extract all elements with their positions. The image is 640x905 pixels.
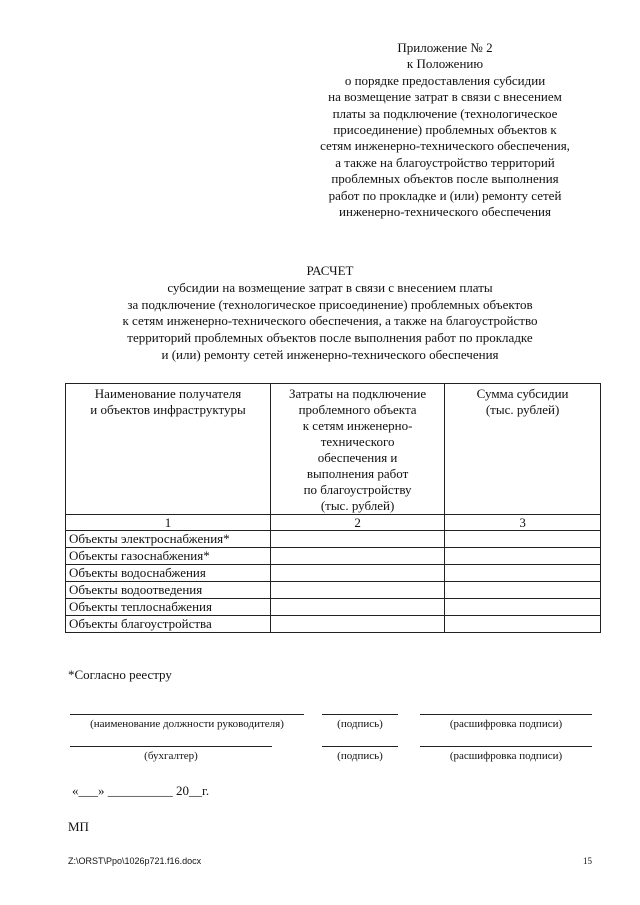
costs-cell	[270, 599, 444, 616]
table-row	[66, 599, 601, 616]
table-row	[66, 616, 601, 633]
appendix-line: проблемных объектов после выполнения	[331, 171, 559, 187]
title-line: к сетям инженерно-технического обеспечения, а также на благоустройство	[122, 313, 538, 329]
appendix-line: Приложение № 2	[397, 40, 493, 55]
header-line: выполнения работ	[306, 466, 409, 481]
position-caption: (наименование должности руководителя)	[90, 718, 284, 730]
appendix-line: присоединение) проблемных объектов к	[333, 122, 557, 138]
costs-cell	[270, 582, 444, 599]
title-line: территорий проблемных объектов после выполнения работ по прокладке	[127, 330, 533, 346]
appendix-line: а также на благоустройство территорий	[335, 154, 555, 170]
document-title-block	[60, 263, 600, 364]
header-line: обеспечения и	[317, 450, 398, 465]
costs-cell	[270, 531, 444, 548]
position-signature-line	[70, 714, 304, 715]
object-name-cell: Объекты благоустройства	[66, 616, 271, 633]
date-line: «___» __________ 20__г.	[72, 783, 210, 798]
appendix-line: к Положению	[406, 56, 484, 72]
column-number: 2	[270, 515, 444, 531]
signature-decoding-line	[420, 746, 592, 747]
column-number-row	[66, 515, 601, 531]
subsidy-cell	[445, 548, 601, 565]
object-name-cell: Объекты электроснабжения*	[66, 531, 271, 548]
header-line: (тыс. рублей)	[485, 402, 560, 417]
appendix-line: на возмещение затрат в связи с внесением	[328, 89, 562, 105]
signature-caption: (подпись)	[337, 750, 383, 762]
appendix-line: сетям инженерно-технического обеспечения,	[320, 138, 570, 154]
header-subsidy-sum	[445, 384, 601, 515]
object-name-cell: Объекты водоснабжения	[66, 565, 271, 582]
stamp-placeholder: МП	[68, 819, 89, 834]
subsidy-cell	[445, 531, 601, 548]
appendix-line: инженерно-технического обеспечения	[339, 204, 551, 220]
subsidy-cell	[445, 582, 601, 599]
header-costs	[270, 384, 444, 515]
object-name-cell: Объекты водоотведения	[66, 582, 271, 599]
header-line: технического	[320, 434, 395, 449]
page-number: 15	[583, 856, 592, 866]
header-recipient	[66, 384, 271, 515]
costs-cell	[270, 616, 444, 633]
accountant-caption: (бухгалтер)	[144, 750, 198, 762]
appendix-line: работ по прокладке и (или) ремонту сетей	[328, 187, 562, 203]
costs-cell	[270, 548, 444, 565]
subsidy-cell	[445, 599, 601, 616]
subsidy-cell	[445, 565, 601, 582]
signature-decoding-line	[420, 714, 592, 715]
signature-line	[322, 746, 398, 747]
header-line: Затраты на подключение	[289, 386, 427, 401]
header-line: (тыс. рублей)	[320, 498, 395, 513]
footer-file-path: Z:\ORST\Ppo\1026p721.f16.docx	[68, 856, 202, 866]
document-heading: РАСЧЕТ	[306, 263, 354, 278]
costs-cell	[270, 565, 444, 582]
header-line: Наименование получателя	[94, 386, 242, 401]
title-line: за подключение (технологическое присоединение) проблемных объектов	[127, 296, 533, 312]
table-row	[66, 531, 601, 548]
header-line: проблемного объекта	[298, 402, 417, 417]
table-row	[66, 565, 601, 582]
subsidy-cell	[445, 616, 601, 633]
table-header-row	[66, 384, 601, 515]
table-row	[66, 548, 601, 565]
appendix-line: платы за подключение (технологическое	[332, 105, 558, 121]
title-line: и (или) ремонту сетей инженерно-технического обеспечения	[161, 346, 499, 362]
subsidy-table	[65, 383, 601, 633]
registry-note: *Согласно реестру	[68, 667, 172, 682]
signature-line	[322, 714, 398, 715]
object-name-cell: Объекты теплоснабжения	[66, 599, 271, 616]
header-line: и объектов инфраструктуры	[90, 402, 246, 417]
signature-decoding-caption: (расшифровка подписи)	[449, 750, 563, 762]
appendix-line: о порядке предоставления субсидии	[344, 72, 546, 88]
column-number: 3	[445, 515, 601, 531]
signature-decoding-caption: (расшифровка подписи)	[449, 718, 563, 730]
signature-caption: (подпись)	[337, 718, 383, 730]
header-line: по благоустройству	[303, 482, 412, 497]
table-row	[66, 582, 601, 599]
header-line: к сетям инженерно-	[302, 418, 413, 433]
object-name-cell: Объекты газоснабжения*	[66, 548, 271, 565]
appendix-block	[290, 40, 600, 220]
column-number: 1	[66, 515, 271, 531]
title-line: субсидии на возмещение затрат в связи с внесением платы	[167, 279, 493, 295]
header-line: Сумма субсидии	[476, 386, 569, 401]
accountant-signature-line	[70, 746, 272, 747]
